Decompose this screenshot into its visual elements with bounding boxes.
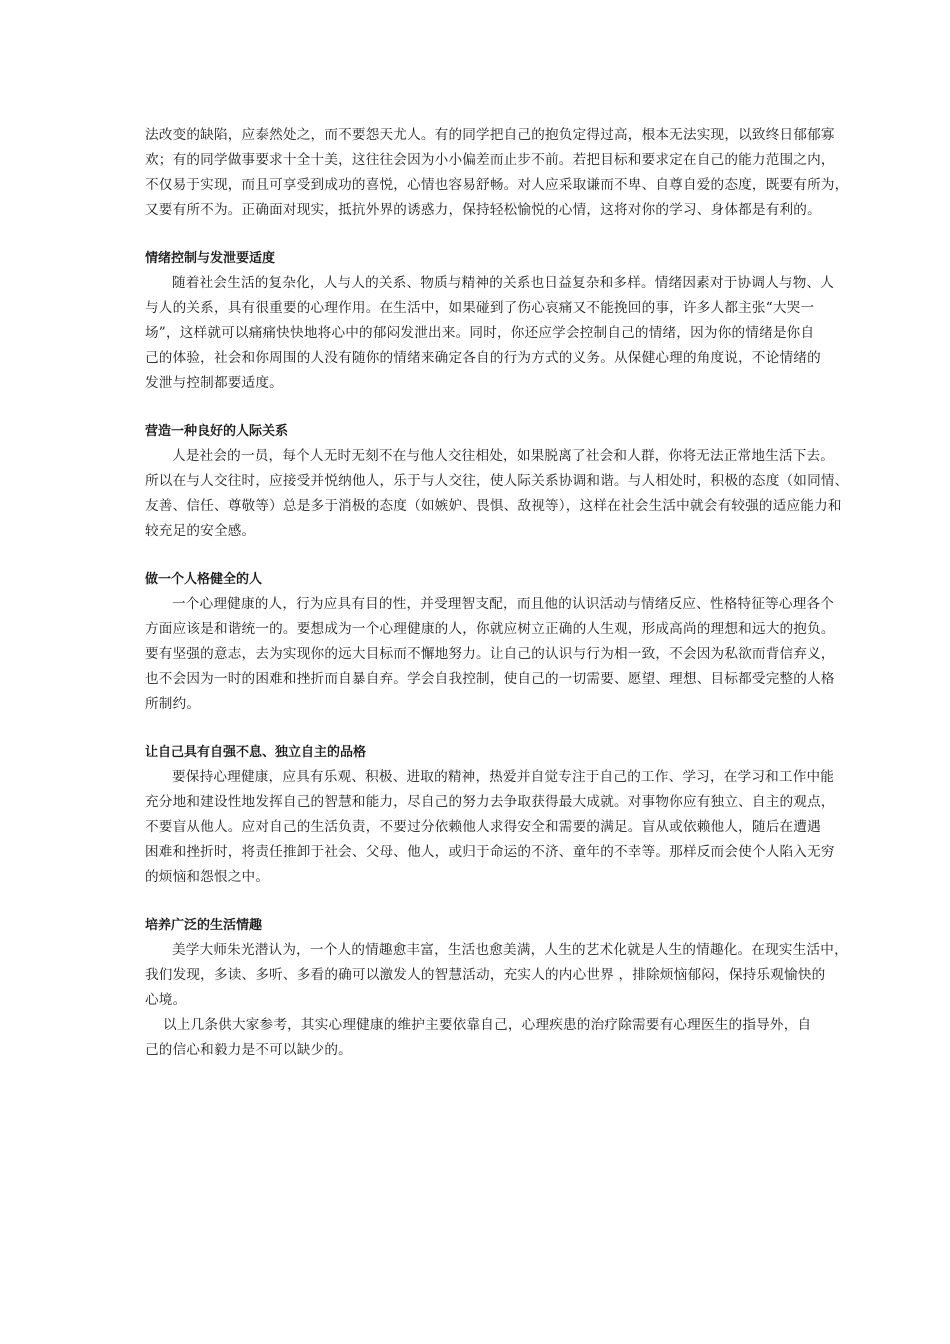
text-line: 充分地和建设性地发挥自己的智慧和能力，尽自己的努力去争取获得最大成就。对事物你应有独立、自主的观点，: [145, 794, 835, 810]
section-self-reliance: [145, 740, 842, 890]
text-line: 所以在与人交往时，应接受并悦纳他人，乐于与人交往，使人际关系协调和谐。与人相处时，积极的态度（如同情、: [145, 473, 849, 489]
intro-paragraph: [145, 123, 849, 223]
text-line: 所制约。: [145, 696, 201, 712]
text-line: 较充足的安全感。: [145, 523, 256, 539]
text-line: 又要有所不为。正确面对现实，抵抗外界的诱惑力，保持轻松愉悦的心情，这将对你的学习、身体都是有利的。: [145, 202, 821, 218]
conclusion-paragraph: [145, 1013, 842, 1063]
text-line: 一个心理健康的人，行为应具有目的性，并受理智支配，而且他的认识活动与情绪反应、性格特征等心理各个: [172, 596, 835, 612]
text-line: 以上几条供大家参考，其实心理健康的维护主要依靠自己，心理疾患的治疗除需要有心理医生的指导外，自: [163, 1017, 812, 1033]
text-line: 欢；有的同学做事要求十全十美，这往往会因为小小偏差而止步不前。若把目标和要求定在自己的能力范围之内，: [145, 152, 835, 168]
text-line: 人是社会的一员，每个人无时无刻不在与他人交往相处，如果脱离了社会和人群，你将无法正常地生活下去。: [172, 448, 835, 464]
text-line: 的烦恼和怨恨之中。: [145, 869, 270, 885]
section-interpersonal-relations: [145, 419, 849, 544]
text-line: 随着社会生活的复杂化，人与人的关系、物质与精神的关系也日益复杂和多样。情绪因素对于协调人与物、人: [172, 275, 835, 291]
section-spacer: [145, 223, 842, 246]
section-spacer: [145, 396, 842, 419]
section-heading: 让自己具有自强不息、独立自主的品格: [145, 745, 367, 760]
section-spacer: [145, 717, 842, 740]
text-line: 场”，这样就可以痛痛快快地将心中的郁闷发泄出来。同时，你还应学会控制自己的情绪，因为你的情绪是你自: [145, 325, 815, 341]
section-heading: 培养广泛的生活情趣: [145, 918, 263, 933]
section-emotion-control: [145, 246, 842, 396]
text-line: 不仅易于实现，而且可享受到成功的喜悦，心情也容易舒畅。对人应采取谦而不卑、自尊自爱的态度，既要有所为，: [145, 177, 849, 193]
text-line: 与人的关系，具有很重要的心理作用。在生活中，如果碰到了伤心哀痛又不能挽回的事，许多人都主张“大哭一: [145, 300, 815, 316]
text-line: 己的体验，社会和你周围的人没有随你的情绪来确定各自的行为方式的义务。从保健心理的角度说，不论情绪的: [145, 350, 821, 366]
text-line: 法改变的缺陷，应泰然处之，而不要怨天尤人。有的同学把自己的抱负定得过高，根本无法实现，以致终日郁郁寡: [145, 127, 835, 143]
section-spacer: [145, 890, 842, 913]
document-page: [145, 123, 849, 1063]
text-line: 己的信心和毅力是不可以缺少的。: [145, 1042, 352, 1058]
text-line: 我们发现，多读、多听、多看的确可以激发人的智慧活动，充实人的内心世界 ，排除烦恼郁闷，保持乐观愉快的: [145, 967, 826, 983]
section-life-interests: [145, 913, 848, 1013]
text-line: 要保持心理健康，应具有乐观、积极、进取的精神，热爱并自觉专注于自己的工作、学习，在学习和工作中能: [172, 769, 835, 785]
text-line: 也不会因为一时的困难和挫折而自暴自弃。学会自我控制，使自己的一切需要、愿望、理想、目标都受完整的人格: [145, 671, 835, 687]
text-line: 要有坚强的意志，去为实现你的远大目标而不懈地努力。让自己的认识与行为相一致，不会因为私欲而背信弃义，: [145, 646, 835, 662]
text-line: 发泄与控制都要适度。: [145, 375, 283, 391]
section-spacer: [145, 544, 842, 567]
section-heading: 营造一种良好的人际关系: [145, 424, 289, 439]
text-line: 困难和挫折时，将责任推卸于社会、父母、他人，或归于命运的不济、童年的不幸等。那样反而会使个人陷入无穷: [145, 844, 835, 860]
section-sound-personality: [145, 567, 842, 717]
text-line: 方面应该是和谐统一的。要想成为一个心理健康的人，你就应树立正确的人生观，形成高尚的理想和远大的抱负。: [145, 621, 835, 637]
section-heading: 情绪控制与发泄要适度: [145, 251, 276, 266]
text-line: 友善、信任、尊敬等）总是多于消极的态度（如嫉妒、畏惧、敌视等），这样在社会生活中就会有较强的适应能力和: [145, 498, 842, 514]
section-heading: 做一个人格健全的人: [145, 572, 263, 587]
text-line: 不要盲从他人。应对自己的生活负责，不要过分依赖他人求得安全和需要的满足。盲从或依赖他人，随后在遭遇: [145, 819, 821, 835]
text-line: 美学大师朱光潜认为，一个人的情趣愈丰富，生活也愈美满，人生的艺术化就是人生的情趣化。在现实生活中，: [172, 942, 848, 958]
text-line: 心境。: [145, 992, 187, 1008]
